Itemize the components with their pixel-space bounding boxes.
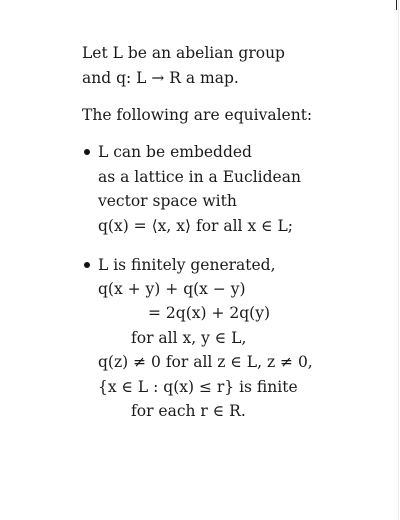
item-1-line-1: L can be embedded [98,143,252,161]
item-2-line-2: q(x + y) + q(x − y) [98,280,246,298]
item-1-line-4: q(x) = ⟨x, x⟩ for all x ∈ L; [98,217,294,235]
bullet-1-icon [84,149,90,155]
item-2-line-6: {x ∈ L : q(x) ≤ r} is finite [98,378,298,396]
lead-sentence: The following are equivalent: [82,106,313,124]
item-2-line-5: q(z) ≠ 0 for all z ∈ L, z ≠ 0, [98,353,313,371]
bullet-2-icon [84,262,90,268]
intro-line-1: Let L be an abelian group [82,44,285,62]
item-2-line-4: for all x, y ∈ L, [131,329,247,347]
corner-mark [396,0,397,10]
intro-line-2: and q: L → R a map. [82,69,239,87]
item-2-line-7: for each r ∈ R. [131,402,246,420]
item-2-line-1: L is finitely generated, [98,256,276,274]
item-1-line-2: as a lattice in a Euclidean [98,168,301,186]
item-1-line-3: vector space with [98,192,237,210]
page-edge [398,0,399,520]
item-2-line-3: = 2q(x) + 2q(y) [148,304,271,322]
